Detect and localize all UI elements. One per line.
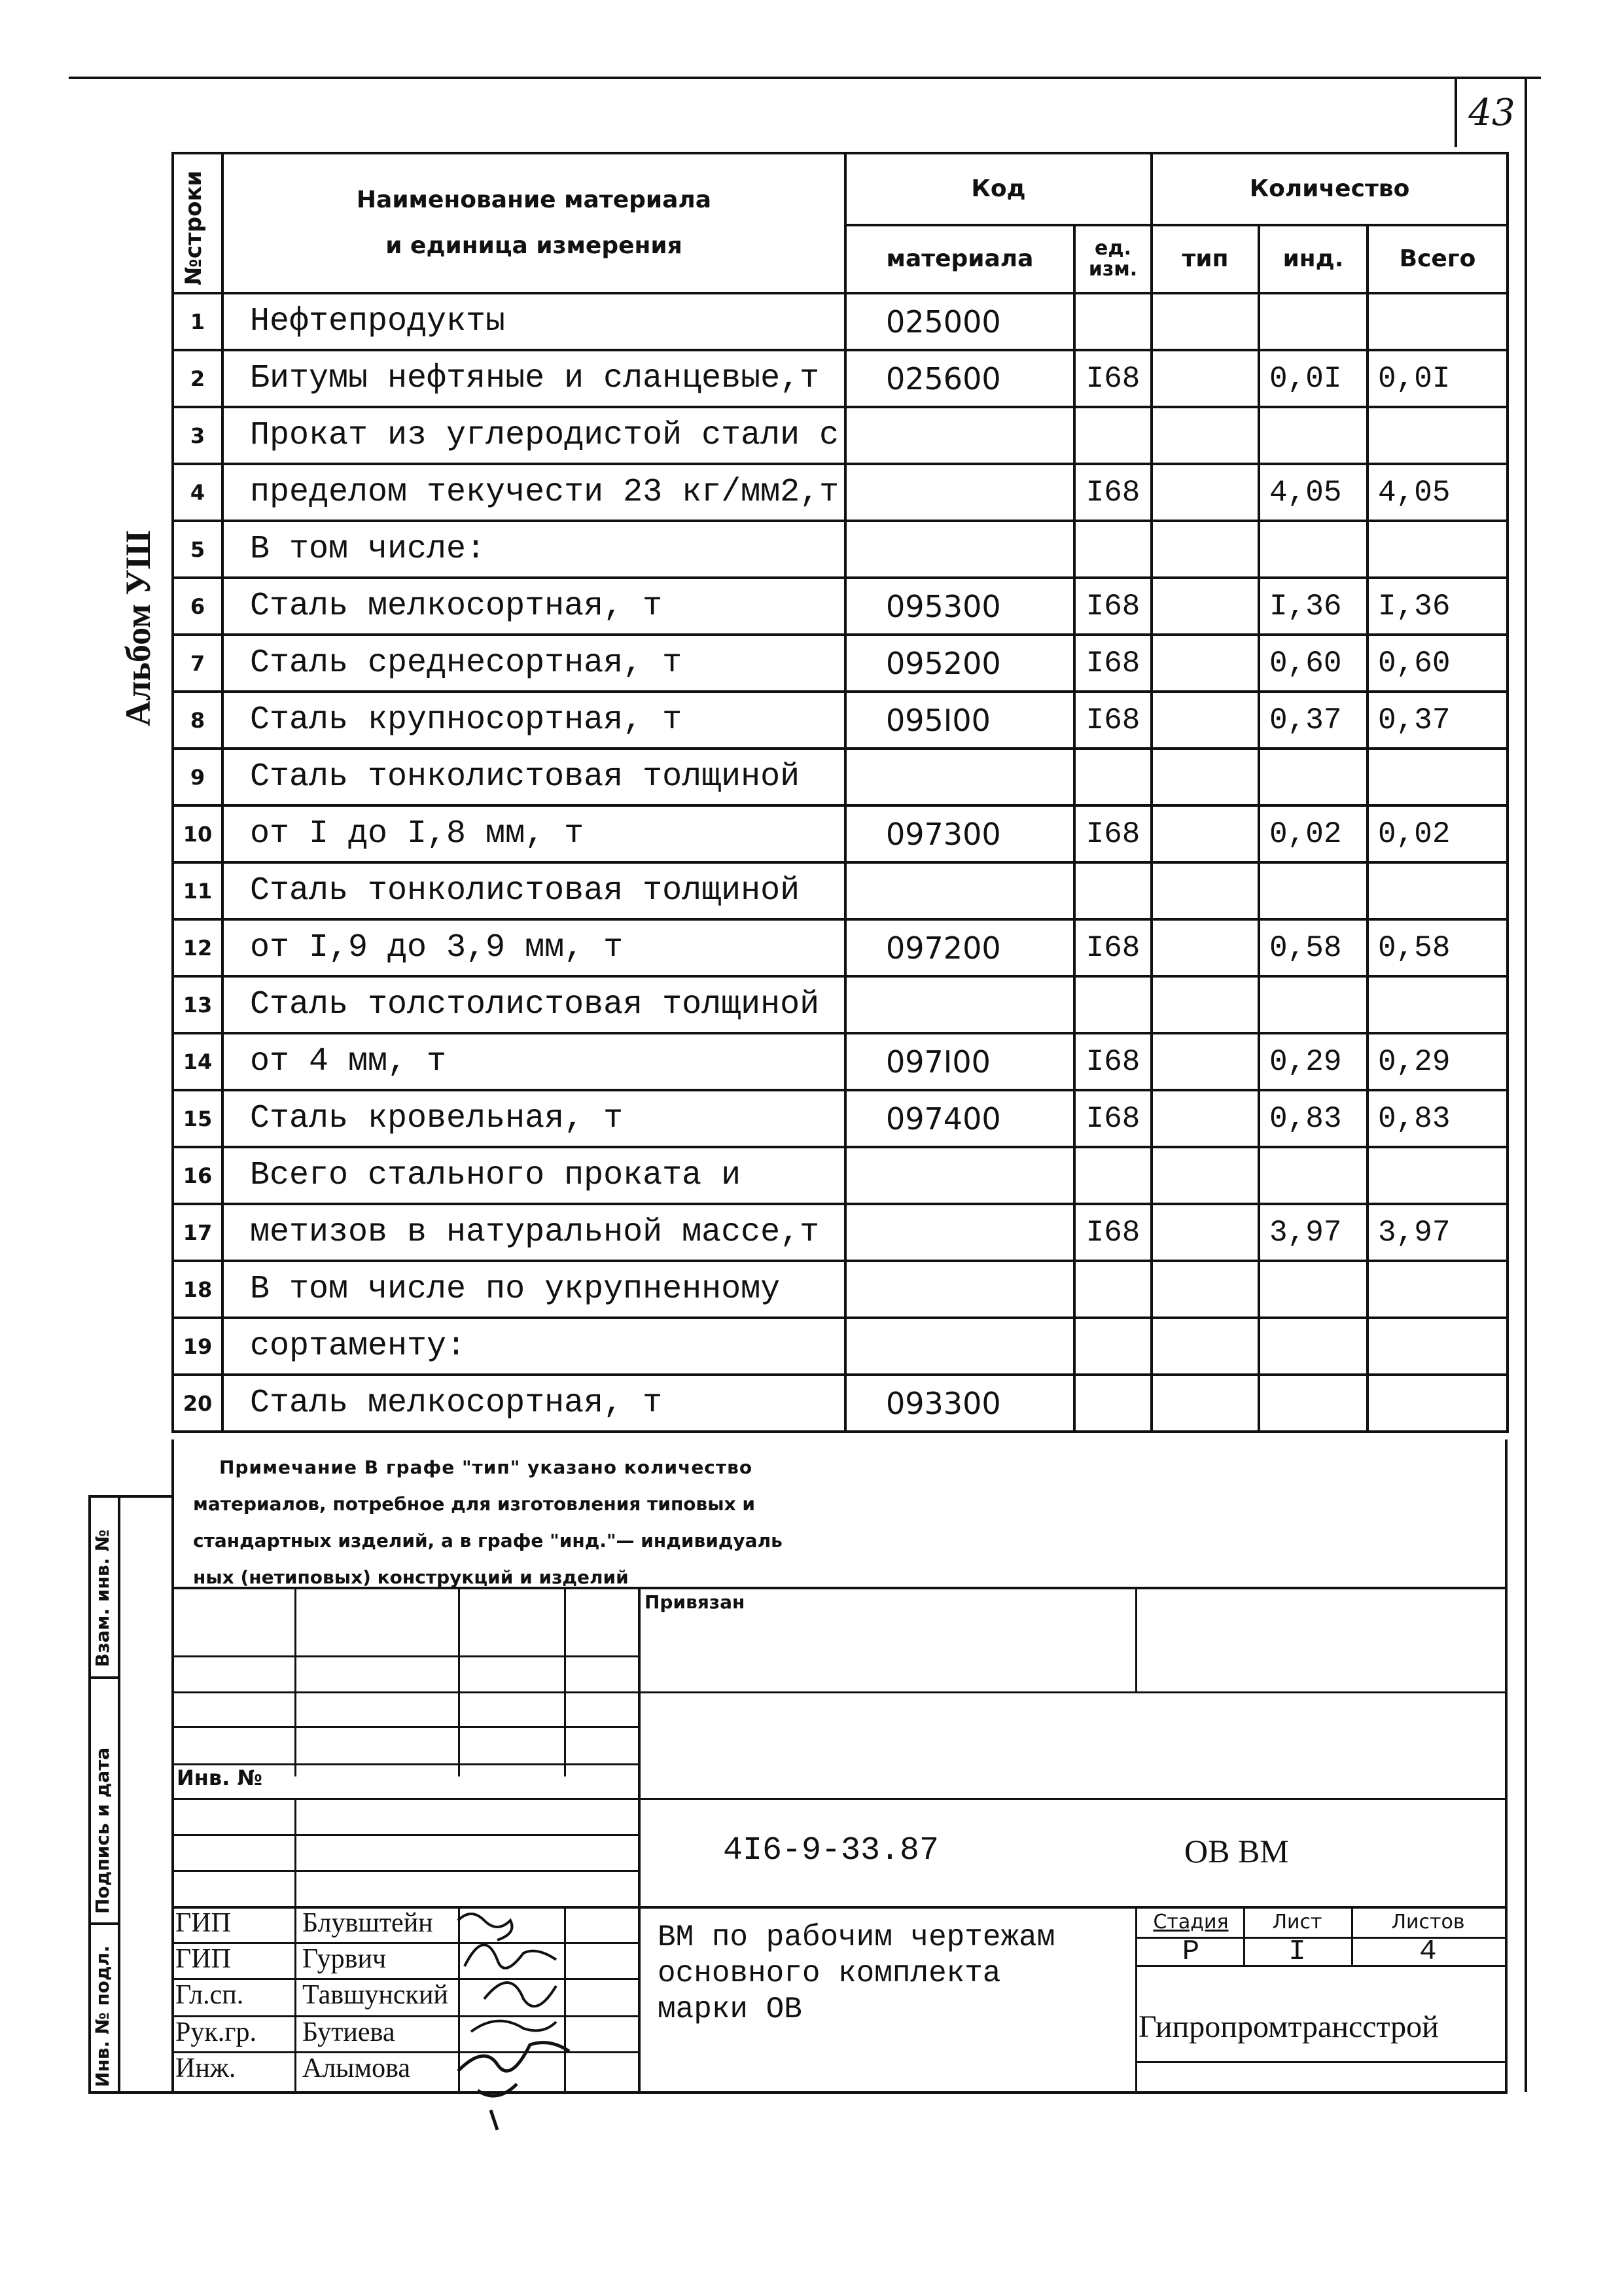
- side-label-inv-podl: Инв. № подл.: [92, 1945, 113, 2087]
- material-code: 097200: [845, 919, 1074, 976]
- stamp-top-line: [171, 1587, 1506, 1589]
- row-number: 8: [173, 692, 222, 749]
- code-material-header: материала: [845, 225, 1074, 294]
- unit-code: [1074, 1375, 1152, 1432]
- material-name: от I,9 до 3,9 мм, т: [222, 919, 845, 976]
- unit-code: [1074, 1318, 1152, 1375]
- stamp-line-3: [171, 1691, 1506, 1693]
- qty-type: [1152, 1204, 1259, 1261]
- note: [193, 1449, 783, 1596]
- material-code: 097300: [845, 805, 1074, 862]
- material-name: от 4 мм, т: [222, 1033, 845, 1090]
- table-row: [173, 350, 1508, 407]
- material-name: Битумы нефтяные и сланцевые,т: [222, 350, 845, 407]
- qty-ind: 4,05: [1259, 464, 1368, 521]
- material-code: [845, 1204, 1074, 1261]
- material-code: [845, 749, 1074, 805]
- qty-type: [1152, 1375, 1259, 1432]
- qty-total: [1368, 862, 1508, 919]
- qty-ind: [1259, 1261, 1368, 1318]
- title-line-2: основного комплекта: [658, 1956, 1001, 1990]
- material-name: В том числе по укрупненному: [222, 1261, 845, 1318]
- unit-code: I68: [1074, 350, 1152, 407]
- qty-total: [1368, 749, 1508, 805]
- row-number: 12: [173, 919, 222, 976]
- signer-name: Бутиева: [302, 2017, 395, 2047]
- signer-role: ГИП: [175, 1908, 231, 1938]
- table-row: [173, 1090, 1508, 1147]
- doc-mark: ОВ ВМ: [1184, 1833, 1289, 1869]
- qty-type: [1152, 862, 1259, 919]
- row-number: 15: [173, 1090, 222, 1147]
- qty-type-header: тип: [1152, 225, 1259, 294]
- unit-code: [1074, 976, 1152, 1033]
- sheets-value: 4: [1419, 1935, 1437, 1968]
- qty-total: [1368, 1147, 1508, 1204]
- qty-ind: 0,83: [1259, 1090, 1368, 1147]
- table-left-border-ext: [171, 1439, 174, 2094]
- table-row: [173, 578, 1508, 635]
- unit-code: I68: [1074, 692, 1152, 749]
- qty-type: [1152, 1033, 1259, 1090]
- code-header: Код: [845, 153, 1152, 225]
- side-strip-top: [88, 1495, 171, 1498]
- qty-type: [1152, 692, 1259, 749]
- note-line-2: материалов, потребное для изготовления типовых и: [193, 1493, 755, 1515]
- material-code: 097400: [845, 1090, 1074, 1147]
- qty-ind: 0,29: [1259, 1033, 1368, 1090]
- stamp-stage-col2: [1351, 1906, 1353, 1965]
- side-strip-right: [118, 1495, 120, 2094]
- material-code: 097I00: [845, 1033, 1074, 1090]
- stamp-line-7: [171, 1834, 639, 1836]
- unit-code: [1074, 862, 1152, 919]
- stamp-line-8: [171, 1870, 639, 1872]
- signatures-drawing: [445, 1901, 589, 2136]
- signer-name: Гурвич: [302, 1944, 387, 1974]
- qty-type: [1152, 578, 1259, 635]
- qty-type: [1152, 521, 1259, 578]
- row-number: 19: [173, 1318, 222, 1375]
- material-name: Сталь мелкосортная, т: [222, 578, 845, 635]
- material-code: 095I00: [845, 692, 1074, 749]
- qty-ind: 0,60: [1259, 635, 1368, 692]
- sheet-value: I: [1288, 1935, 1306, 1968]
- stamp-col-4: [638, 1587, 641, 2093]
- unit-code: I68: [1074, 1204, 1152, 1261]
- row-number: 9: [173, 749, 222, 805]
- unit-code: [1074, 749, 1152, 805]
- table-row: [173, 1375, 1508, 1432]
- unit-code: I68: [1074, 635, 1152, 692]
- page-number-box-left: [1455, 77, 1457, 147]
- qty-total: [1368, 1375, 1508, 1432]
- row-number: 11: [173, 862, 222, 919]
- material-code: [845, 521, 1074, 578]
- table-row: [173, 407, 1508, 464]
- qty-ind: [1259, 976, 1368, 1033]
- qty-ind: 0,02: [1259, 805, 1368, 862]
- qty-type: [1152, 350, 1259, 407]
- qty-total: 0,0I: [1368, 350, 1508, 407]
- stamp-col-2: [458, 1587, 460, 1776]
- row-number: 4: [173, 464, 222, 521]
- qty-ind: 0,58: [1259, 919, 1368, 976]
- row-number: 6: [173, 578, 222, 635]
- material-code: [845, 862, 1074, 919]
- row-number: 20: [173, 1375, 222, 1432]
- unit-code: [1074, 293, 1152, 350]
- qty-total: [1368, 293, 1508, 350]
- material-name: метизов в натуральной массе,т: [222, 1204, 845, 1261]
- quantity-header: Количество: [1152, 153, 1508, 225]
- unit-code: [1074, 407, 1152, 464]
- table-row: [173, 1261, 1508, 1318]
- table-right-border-ext: [1505, 1439, 1508, 2094]
- doc-code: 4I6-9-33.87: [723, 1832, 940, 1869]
- material-name: Прокат из углеродистой стали с: [222, 407, 845, 464]
- material-name: Сталь среднесортная, т: [222, 635, 845, 692]
- unit-code: I68: [1074, 1090, 1152, 1147]
- signer-name: Блувштейн: [302, 1908, 433, 1938]
- row-number: 7: [173, 635, 222, 692]
- unit-code: I68: [1074, 578, 1152, 635]
- table-row: [173, 1033, 1508, 1090]
- qty-total: 0,83: [1368, 1090, 1508, 1147]
- title-line-1: ВМ по рабочим чертежам: [658, 1920, 1055, 1954]
- signer-role: Гл.сп.: [175, 1980, 244, 2010]
- signer-role: Инж.: [175, 2053, 236, 2083]
- table-row: [173, 1318, 1508, 1375]
- side-strip-div1: [88, 1676, 118, 1679]
- album-label: Альбом УШ: [118, 530, 158, 726]
- material-code: 095200: [845, 635, 1074, 692]
- table-row: [173, 749, 1508, 805]
- table-row: [173, 805, 1508, 862]
- material-name: сортаменту:: [222, 1318, 845, 1375]
- qty-total-header: Всего: [1368, 225, 1508, 294]
- page-number: 43: [1468, 92, 1515, 134]
- qty-ind: [1259, 1375, 1368, 1432]
- qty-ind: [1259, 1318, 1368, 1375]
- qty-ind-header: инд.: [1259, 225, 1368, 294]
- qty-total: 0,60: [1368, 635, 1508, 692]
- stamp-col-3: [564, 1587, 566, 1776]
- note-line-4: ных (нетиповых) конструкций и изделий: [193, 1566, 629, 1588]
- row-number: 2: [173, 350, 222, 407]
- row-number: 13: [173, 976, 222, 1033]
- material-name: пределом текучести 23 кг/мм2,т: [222, 464, 845, 521]
- row-number: 5: [173, 521, 222, 578]
- sheets-label: Листов: [1391, 1911, 1465, 1934]
- signer-role: ГИП: [175, 1944, 231, 1974]
- side-label-podpis: Подпись и дата: [92, 1747, 113, 1914]
- stamp-col-5: [1135, 1587, 1137, 1691]
- stamp-line-6: [171, 1798, 1506, 1800]
- frame-bottom: [88, 2091, 1505, 2094]
- stamp-col-1b: [294, 1798, 296, 2093]
- row-number: 1: [173, 293, 222, 350]
- header-row-1: [173, 153, 1508, 225]
- material-code: 095300: [845, 578, 1074, 635]
- side-strip-left: [88, 1495, 91, 2094]
- qty-ind: 0,0I: [1259, 350, 1368, 407]
- material-name: Сталь тонколистовая толщиной: [222, 862, 845, 919]
- qty-total: 0,29: [1368, 1033, 1508, 1090]
- material-name: Сталь мелкосортная, т: [222, 1375, 845, 1432]
- qty-ind: [1259, 407, 1368, 464]
- row-number: 10: [173, 805, 222, 862]
- qty-type: [1152, 407, 1259, 464]
- material-name: Всего стального проката и: [222, 1147, 845, 1204]
- table-row: [173, 521, 1508, 578]
- material-code: 025000: [845, 293, 1074, 350]
- qty-ind: [1259, 293, 1368, 350]
- qty-total: 0,02: [1368, 805, 1508, 862]
- inv-no-label: Инв. №: [177, 1765, 262, 1790]
- stage-label: Стадия: [1153, 1911, 1229, 1934]
- qty-total: [1368, 976, 1508, 1033]
- title-line-3: марки ОВ: [658, 1992, 802, 2026]
- material-code: [845, 1261, 1074, 1318]
- unit-code: [1074, 1147, 1152, 1204]
- qty-total: 4,05: [1368, 464, 1508, 521]
- unit-code: I68: [1074, 919, 1152, 976]
- table-row: [173, 976, 1508, 1033]
- qty-type: [1152, 293, 1259, 350]
- top-frame-line: [69, 77, 1541, 79]
- qty-ind: 3,97: [1259, 1204, 1368, 1261]
- unit-code: I68: [1074, 805, 1152, 862]
- signer-role: Рук.гр.: [175, 2017, 256, 2047]
- material-name: Сталь толстолистовая толщиной: [222, 976, 845, 1033]
- name-header: Наименование материала и единица измерения: [222, 153, 845, 293]
- qty-type: [1152, 976, 1259, 1033]
- stamp-col-1: [294, 1587, 296, 1776]
- material-code: 025600: [845, 350, 1074, 407]
- table-body: [173, 293, 1508, 1432]
- qty-total: 0,37: [1368, 692, 1508, 749]
- qty-type: [1152, 1318, 1259, 1375]
- table-row: [173, 692, 1508, 749]
- stamp-col-6: [1135, 1906, 1137, 2093]
- side-strip-div2: [88, 1922, 118, 1925]
- unit-code: [1074, 521, 1152, 578]
- row-no-header: №строки: [173, 153, 222, 293]
- qty-type: [1152, 1147, 1259, 1204]
- stage-value: Р: [1182, 1935, 1200, 1968]
- qty-type: [1152, 805, 1259, 862]
- qty-total: [1368, 1261, 1508, 1318]
- qty-type: [1152, 749, 1259, 805]
- stamp-stage-col1: [1243, 1906, 1245, 1965]
- stamp-stage-line3: [1135, 2061, 1506, 2063]
- qty-total: [1368, 521, 1508, 578]
- stamp-line-2: [171, 1655, 639, 1657]
- materials-table: [171, 152, 1509, 1433]
- qty-ind: [1259, 749, 1368, 805]
- table-row: [173, 635, 1508, 692]
- qty-total: 0,58: [1368, 919, 1508, 976]
- code-unit-header: ед. изм.: [1074, 225, 1152, 294]
- unit-code: [1074, 1261, 1152, 1318]
- table-row: [173, 464, 1508, 521]
- unit-code: I68: [1074, 464, 1152, 521]
- privyazan-label: Привязан: [644, 1591, 745, 1613]
- organization: Гипропромтрансстрой: [1139, 2009, 1439, 2044]
- material-code: [845, 976, 1074, 1033]
- stamp-line-4: [171, 1726, 639, 1728]
- qty-type: [1152, 635, 1259, 692]
- row-number: 18: [173, 1261, 222, 1318]
- qty-type: [1152, 464, 1259, 521]
- material-code: [845, 464, 1074, 521]
- material-name: Нефтепродукты: [222, 293, 845, 350]
- table-row: [173, 919, 1508, 976]
- table-row: [173, 1204, 1508, 1261]
- signer-name: Тавшунский: [302, 1980, 448, 2010]
- side-label-vzam: Взам. инв. №: [92, 1529, 113, 1667]
- material-code: [845, 1147, 1074, 1204]
- table-row: [173, 293, 1508, 350]
- qty-ind: 0,37: [1259, 692, 1368, 749]
- right-frame-line: [1525, 77, 1527, 2092]
- table-row: [173, 1147, 1508, 1204]
- row-number: 14: [173, 1033, 222, 1090]
- qty-type: [1152, 1090, 1259, 1147]
- row-number: 16: [173, 1147, 222, 1204]
- material-code: [845, 1318, 1074, 1375]
- material-name: от I до I,8 мм, т: [222, 805, 845, 862]
- material-code: 093300: [845, 1375, 1074, 1432]
- material-name: Сталь кровельная, т: [222, 1090, 845, 1147]
- qty-total: [1368, 1318, 1508, 1375]
- row-number: 17: [173, 1204, 222, 1261]
- qty-type: [1152, 919, 1259, 976]
- qty-ind: [1259, 862, 1368, 919]
- sheet-label: Лист: [1272, 1911, 1322, 1934]
- table-row: [173, 862, 1508, 919]
- row-number: 3: [173, 407, 222, 464]
- material-name: Сталь крупносортная, т: [222, 692, 845, 749]
- qty-ind: [1259, 521, 1368, 578]
- qty-type: [1152, 1261, 1259, 1318]
- qty-total: 3,97: [1368, 1204, 1508, 1261]
- qty-total: I,36: [1368, 578, 1508, 635]
- note-line-3: стандартных изделий, а в графе "инд."— индивидуаль: [193, 1530, 783, 1551]
- material-name: В том числе:: [222, 521, 845, 578]
- qty-ind: [1259, 1147, 1368, 1204]
- material-code: [845, 407, 1074, 464]
- qty-ind: I,36: [1259, 578, 1368, 635]
- unit-code: I68: [1074, 1033, 1152, 1090]
- signer-name: Алымова: [302, 2053, 411, 2083]
- note-line-1: Примечание В графе "тип" указано количество: [219, 1457, 753, 1478]
- material-name: Сталь тонколистовая толщиной: [222, 749, 845, 805]
- qty-total: [1368, 407, 1508, 464]
